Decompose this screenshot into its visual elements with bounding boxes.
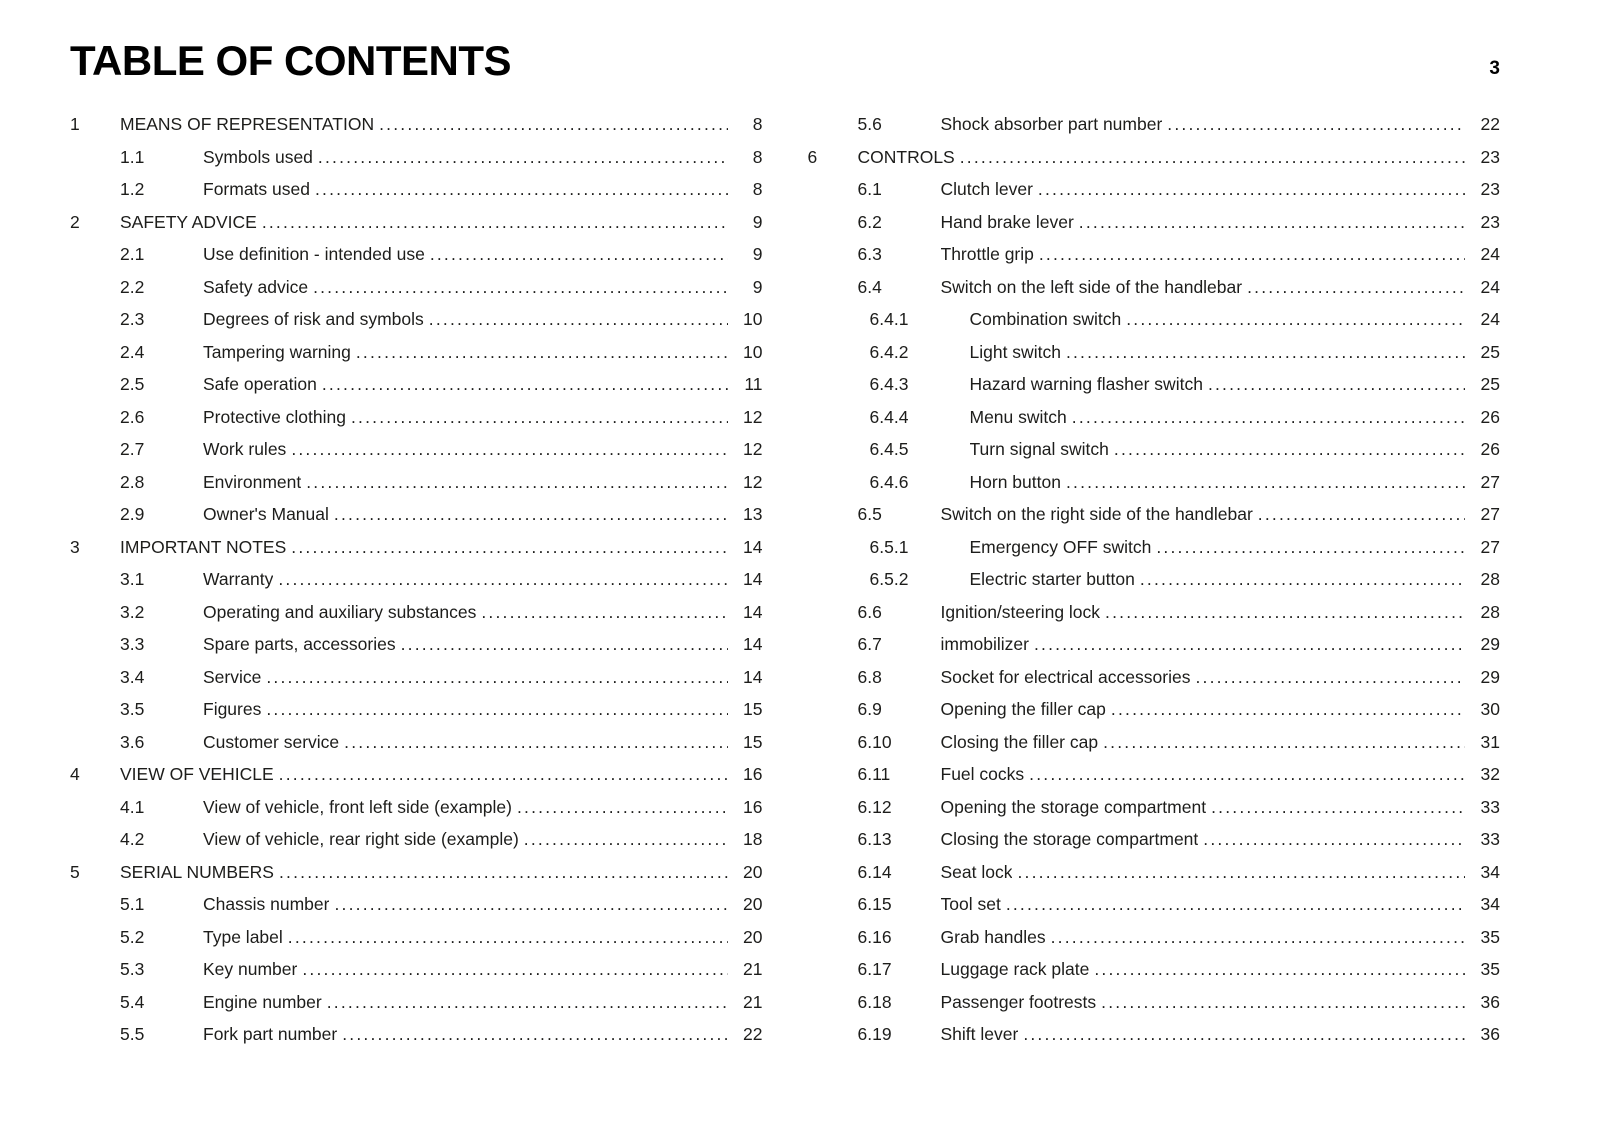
toc-entry-number: 5.1 (120, 894, 145, 915)
toc-entry-label: Throttle grip (940, 244, 1034, 265)
toc-leader-dots (429, 303, 728, 336)
toc-entry-page: 31 (1480, 731, 1500, 752)
toc-entry-label: Protective clothing (203, 406, 346, 427)
toc-entry-label: Safe operation (203, 374, 317, 395)
toc-entry-page: 34 (1480, 894, 1500, 915)
toc-entry-number: 2.2 (120, 276, 145, 297)
toc-entry-page: 8 (752, 114, 763, 135)
toc-entry-page: 10 (743, 309, 763, 330)
toc-entry-number: 6.7 (857, 634, 882, 655)
toc-leader-dots (1029, 758, 1465, 791)
toc-entry (808, 1018, 1501, 1051)
toc-entry-page: 26 (1480, 406, 1500, 427)
toc-entry-page: 9 (752, 211, 763, 232)
toc-entry-label: Turn signal switch (969, 439, 1109, 460)
toc-entry (808, 108, 1501, 141)
toc-column-right (808, 108, 1501, 1051)
toc-entry-page: 15 (743, 731, 763, 752)
toc-entry (70, 141, 763, 174)
toc-entry-label: Switch on the left side of the handlebar (940, 276, 1243, 297)
toc-entry-label: Symbols used (203, 146, 313, 167)
toc-entry-page: 36 (1480, 1024, 1500, 1045)
toc-entry-page: 28 (1480, 569, 1500, 590)
toc-entry-label: Electric starter button (969, 569, 1135, 590)
toc-entry-label: Fuel cocks (940, 764, 1025, 785)
toc-entry (70, 531, 763, 564)
toc-entry-page: 34 (1480, 861, 1500, 882)
toc-entry-label: Tampering warning (203, 341, 351, 362)
toc-entry-page: 25 (1480, 341, 1500, 362)
toc-entry (70, 953, 763, 986)
toc-entry-label: View of vehicle, rear right side (example) (203, 829, 519, 850)
toc-entry (70, 498, 763, 531)
toc-entry-number: 1.1 (120, 146, 145, 167)
toc-entry-number: 2.6 (120, 406, 145, 427)
toc-leader-dots (1038, 173, 1465, 206)
toc-entry-label: Clutch lever (940, 179, 1033, 200)
toc-leader-dots (1258, 498, 1465, 531)
toc-entry-label: Tool set (940, 894, 1001, 915)
toc-leader-dots (302, 953, 727, 986)
toc-leader-dots (1140, 563, 1465, 596)
toc-entry-number: 6.8 (857, 666, 882, 687)
toc-leader-dots (315, 173, 728, 206)
toc-entry-page: 21 (743, 959, 763, 980)
toc-entry (808, 336, 1501, 369)
toc-entry-label: Service (203, 666, 262, 687)
toc-entry-label: Shift lever (940, 1024, 1019, 1045)
toc-columns (70, 108, 1500, 1051)
toc-entry-label: Formats used (203, 179, 310, 200)
toc-entry-label: SERIAL NUMBERS (120, 861, 274, 882)
toc-entry (808, 563, 1501, 596)
toc-entry-page: 21 (743, 991, 763, 1012)
toc-entry-label: Seat lock (940, 861, 1013, 882)
toc-leader-dots (356, 336, 728, 369)
toc-entry (70, 401, 763, 434)
toc-entry-page: 16 (743, 764, 763, 785)
toc-entry-page: 28 (1480, 601, 1500, 622)
toc-entry-page: 22 (743, 1024, 763, 1045)
toc-entry-page: 33 (1480, 796, 1500, 817)
toc-entry (70, 303, 763, 336)
toc-entry-number: 6.4.5 (869, 439, 909, 460)
toc-leader-dots (342, 1018, 727, 1051)
toc-entry-number: 6.18 (857, 991, 892, 1012)
toc-entry-number: 3.3 (120, 634, 145, 655)
toc-entry (808, 953, 1501, 986)
toc-entry-label: Luggage rack plate (940, 959, 1090, 980)
toc-entry-label: Shock absorber part number (940, 114, 1163, 135)
toc-entry-page: 24 (1480, 309, 1500, 330)
toc-entry-number: 6.19 (857, 1024, 892, 1045)
page-title: TABLE OF CONTENTS (70, 37, 512, 84)
toc-entry-label: Closing the filler cap (940, 731, 1099, 752)
toc-entry-page: 8 (752, 179, 763, 200)
toc-entry-page: 24 (1480, 244, 1500, 265)
toc-entry-label: Engine number (203, 991, 322, 1012)
toc-entry-page: 22 (1480, 114, 1500, 135)
toc-entry-page: 16 (743, 796, 763, 817)
toc-entry-number: 3.5 (120, 699, 145, 720)
toc-entry-label: Passenger footrests (940, 991, 1097, 1012)
toc-entry-number: 6.4.4 (869, 406, 909, 427)
toc-entry (70, 693, 763, 726)
toc-entry-page: 14 (743, 634, 763, 655)
toc-entry-number: 6.13 (857, 829, 892, 850)
toc-entry-number: 1.2 (120, 179, 145, 200)
toc-leader-dots (481, 596, 727, 629)
toc-entry (808, 238, 1501, 271)
toc-entry-number: 2.7 (120, 439, 145, 460)
toc-entry-number: 4.1 (120, 796, 145, 817)
toc-leader-dots (1079, 206, 1465, 239)
toc-entry-label: SAFETY ADVICE (120, 211, 257, 232)
toc-entry (70, 758, 763, 791)
toc-entry (70, 238, 763, 271)
toc-leader-dots (279, 758, 728, 791)
toc-entry-label: Closing the storage compartment (940, 829, 1199, 850)
toc-entry-page: 26 (1480, 439, 1500, 460)
toc-entry-page: 20 (743, 926, 763, 947)
toc-leader-dots (1208, 368, 1465, 401)
toc-leader-dots (524, 823, 728, 856)
toc-entry-page: 27 (1480, 536, 1500, 557)
toc-entry-number: 5.6 (857, 114, 882, 135)
toc-leader-dots (401, 628, 728, 661)
toc-entry (808, 498, 1501, 531)
toc-leader-dots (327, 986, 728, 1019)
toc-entry-label: Customer service (203, 731, 340, 752)
toc-entry-page: 35 (1480, 926, 1500, 947)
toc-entry-label: Grab handles (940, 926, 1046, 947)
toc-entry (808, 986, 1501, 1019)
toc-leader-dots (1023, 1018, 1465, 1051)
toc-leader-dots (334, 888, 727, 921)
toc-entry (70, 726, 763, 759)
toc-entry-number: 6.9 (857, 699, 882, 720)
toc-leader-dots (322, 368, 728, 401)
toc-entry-page: 12 (743, 406, 763, 427)
toc-entry (808, 693, 1501, 726)
toc-entry (808, 791, 1501, 824)
toc-entry (70, 1018, 763, 1051)
toc-entry (70, 336, 763, 369)
toc-leader-dots (1066, 466, 1465, 499)
toc-entry-number: 5.4 (120, 991, 145, 1012)
toc-entry-page: 12 (743, 439, 763, 460)
toc-leader-dots (1156, 531, 1465, 564)
toc-entry (808, 303, 1501, 336)
toc-entry (808, 921, 1501, 954)
toc-entry-page: 8 (752, 146, 763, 167)
toc-entry-page: 29 (1480, 666, 1500, 687)
toc-entry-label: Emergency OFF switch (969, 536, 1152, 557)
toc-entry (808, 466, 1501, 499)
toc-entry-number: 2.8 (120, 471, 145, 492)
toc-entry-label: Use definition - intended use (203, 244, 425, 265)
toc-leader-dots (1039, 238, 1465, 271)
toc-leader-dots (1111, 693, 1465, 726)
toc-entry-label: Hand brake lever (940, 211, 1074, 232)
toc-entry-page: 35 (1480, 959, 1500, 980)
toc-entry-label: Key number (203, 959, 298, 980)
toc-leader-dots (1034, 628, 1465, 661)
toc-leader-dots (1247, 271, 1465, 304)
toc-entry-label: Hazard warning flasher switch (969, 374, 1203, 395)
toc-entry-number: 5.2 (120, 926, 145, 947)
toc-entry-label: Warranty (203, 569, 274, 590)
toc-entry (70, 206, 763, 239)
toc-entry-number: 6.15 (857, 894, 892, 915)
toc-entry (70, 628, 763, 661)
toc-entry-page: 18 (743, 829, 763, 850)
toc-entry-number: 6.4.2 (869, 341, 909, 362)
toc-entry-number: 3.2 (120, 601, 145, 622)
toc-leader-dots (1094, 953, 1465, 986)
toc-leader-dots (306, 466, 727, 499)
toc-entry-number: 4.2 (120, 829, 145, 850)
toc-entry-label: Fork part number (203, 1024, 338, 1045)
toc-entry (70, 921, 763, 954)
toc-entry-label: Operating and auxiliary substances (203, 601, 477, 622)
toc-entry-number: 5 (70, 861, 80, 882)
toc-entry-number: 6 (807, 146, 818, 167)
toc-entry-label: Ignition/steering lock (940, 601, 1101, 622)
toc-leader-dots (430, 238, 728, 271)
toc-entry-number: 6.3 (857, 244, 882, 265)
toc-leader-dots (1114, 433, 1465, 466)
toc-entry (70, 661, 763, 694)
toc-entry (808, 726, 1501, 759)
toc-entry-number: 2.5 (120, 374, 145, 395)
toc-entry-page: 23 (1480, 179, 1500, 200)
toc-entry-number: 6.16 (857, 926, 892, 947)
toc-leader-dots (1203, 823, 1465, 856)
toc-entry (808, 173, 1501, 206)
toc-entry (808, 401, 1501, 434)
toc-entry-number: 6.5.1 (869, 536, 909, 557)
toc-entry-number: 3 (70, 536, 80, 557)
toc-entry-page: 10 (743, 341, 763, 362)
toc-leader-dots (279, 856, 728, 889)
toc-leader-dots (379, 108, 727, 141)
toc-entry-number: 6.14 (857, 861, 892, 882)
toc-entry-page: 24 (1480, 276, 1500, 297)
toc-entry (70, 791, 763, 824)
toc-entry (808, 856, 1501, 889)
toc-leader-dots (318, 141, 728, 174)
toc-leader-dots (334, 498, 728, 531)
toc-entry-page: 23 (1480, 146, 1500, 167)
toc-entry-label: Spare parts, accessories (203, 634, 396, 655)
toc-entry-label: Owner's Manual (203, 504, 329, 525)
toc-entry-number: 1 (70, 114, 80, 135)
toc-leader-dots (313, 271, 727, 304)
toc-entry-number: 6.11 (857, 764, 891, 785)
toc-entry-number: 6.4.1 (869, 309, 909, 330)
toc-leader-dots (1103, 726, 1465, 759)
toc-entry-page: 15 (743, 699, 763, 720)
toc-entry-label: immobilizer (940, 634, 1029, 655)
toc-entry-label: Menu switch (969, 406, 1067, 427)
toc-leader-dots (266, 661, 727, 694)
toc-entry-label: Horn button (969, 471, 1061, 492)
toc-entry-number: 2.9 (120, 504, 145, 525)
toc-entry (808, 141, 1501, 174)
toc-entry-label: View of vehicle, front left side (example) (203, 796, 512, 817)
toc-entry (70, 596, 763, 629)
toc-leader-dots (1072, 401, 1465, 434)
toc-entry (70, 856, 763, 889)
toc-leader-dots (266, 693, 727, 726)
toc-entry (808, 368, 1501, 401)
toc-entry-number: 2.4 (120, 341, 145, 362)
toc-leader-dots (1105, 596, 1465, 629)
toc-entry-number: 6.6 (857, 601, 882, 622)
toc-entry (808, 823, 1501, 856)
toc-entry-page: 14 (743, 601, 763, 622)
toc-leader-dots (1066, 336, 1465, 369)
toc-entry (808, 271, 1501, 304)
toc-entry (808, 531, 1501, 564)
toc-entry (70, 563, 763, 596)
toc-entry-number: 6.4.3 (869, 374, 909, 395)
toc-entry-label: Work rules (203, 439, 287, 460)
toc-entry (808, 433, 1501, 466)
toc-entry-page: 9 (752, 244, 763, 265)
toc-entry (808, 596, 1501, 629)
toc-entry-label: Chassis number (203, 894, 330, 915)
toc-entry-page: 20 (743, 861, 763, 882)
toc-leader-dots (351, 401, 728, 434)
toc-entry-number: 3.4 (120, 666, 145, 687)
toc-entry-label: Type label (203, 926, 283, 947)
toc-entry-number: 6.5 (857, 504, 882, 525)
toc-entry-number: 6.5.2 (869, 569, 909, 590)
toc-entry-number: 6.12 (857, 796, 892, 817)
toc-entry-page: 12 (743, 471, 763, 492)
toc-entry (70, 108, 763, 141)
toc-entry-label: Combination switch (969, 309, 1122, 330)
toc-entry-page: 20 (743, 894, 763, 915)
toc-entry (808, 628, 1501, 661)
toc-leader-dots (517, 791, 728, 824)
toc-leader-dots (1051, 921, 1465, 954)
toc-entry-number: 6.4 (857, 276, 882, 297)
toc-leader-dots (1167, 108, 1465, 141)
toc-entry-number: 6.1 (857, 179, 882, 200)
toc-entry-page: 29 (1480, 634, 1500, 655)
toc-entry-page: 32 (1480, 764, 1500, 785)
toc-entry-label: Environment (203, 471, 302, 492)
toc-leader-dots (262, 206, 728, 239)
toc-entry-page: 27 (1480, 471, 1500, 492)
toc-entry-label: CONTROLS (857, 146, 955, 167)
toc-entry (70, 173, 763, 206)
toc-entry-label: VIEW OF VEHICLE (120, 764, 274, 785)
toc-entry-label: Figures (203, 699, 262, 720)
toc-entry-page: 9 (752, 276, 763, 297)
toc-entry-label: Safety advice (203, 276, 309, 297)
toc-entry-page: 14 (743, 536, 763, 557)
toc-leader-dots (1126, 303, 1465, 336)
toc-leader-dots (291, 433, 727, 466)
page-number: 3 (1489, 58, 1500, 79)
toc-entry-label: Socket for electrical accessories (940, 666, 1191, 687)
toc-entry-number: 6.10 (857, 731, 892, 752)
toc-leader-dots (278, 563, 727, 596)
toc-entry-page: 30 (1480, 699, 1500, 720)
toc-entry-number: 2 (70, 211, 80, 232)
toc-leader-dots (1211, 791, 1465, 824)
toc-entry-page: 25 (1480, 374, 1500, 395)
toc-entry-number: 3.1 (120, 569, 145, 590)
toc-entry (70, 986, 763, 1019)
toc-entry (70, 271, 763, 304)
toc-entry (70, 466, 763, 499)
toc-entry-page: 23 (1480, 211, 1500, 232)
toc-leader-dots (344, 726, 727, 759)
toc-entry-number: 6.4.6 (869, 471, 909, 492)
toc-entry (70, 368, 763, 401)
toc-leader-dots (288, 921, 728, 954)
toc-entry-label: Switch on the right side of the handlebar (940, 504, 1253, 525)
toc-entry-number: 6.2 (857, 211, 882, 232)
toc-entry-number: 6.17 (857, 959, 892, 980)
toc-leader-dots (1195, 661, 1465, 694)
toc-leader-dots (1101, 986, 1465, 1019)
toc-entry (808, 888, 1501, 921)
toc-entry-label: Light switch (969, 341, 1061, 362)
toc-entry (70, 433, 763, 466)
toc-entry-label: MEANS OF REPRESENTATION (120, 114, 375, 135)
toc-entry-label: Degrees of risk and symbols (203, 309, 424, 330)
toc-leader-dots (1006, 888, 1465, 921)
toc-entry-number: 5.5 (120, 1024, 145, 1045)
toc-entry-page: 14 (743, 569, 763, 590)
toc-entry (70, 888, 763, 921)
toc-entry-page: 11 (744, 374, 763, 395)
toc-entry-number: 2.3 (120, 309, 145, 330)
toc-entry-page: 14 (743, 666, 763, 687)
toc-leader-dots (1017, 856, 1465, 889)
toc-entry-number: 3.6 (120, 731, 145, 752)
toc-entry-label: Opening the filler cap (940, 699, 1106, 720)
toc-entry (808, 661, 1501, 694)
toc-entry-page: 33 (1480, 829, 1500, 850)
toc-leader-dots (291, 531, 727, 564)
toc-entry-label: Opening the storage compartment (940, 796, 1207, 817)
toc-entry (70, 823, 763, 856)
toc-entry-number: 2.1 (120, 244, 145, 265)
toc-entry-number: 4 (70, 764, 80, 785)
toc-entry-page: 36 (1480, 991, 1500, 1012)
toc-entry-page: 27 (1480, 504, 1500, 525)
toc-column-left (70, 108, 763, 1051)
toc-entry-label: IMPORTANT NOTES (120, 536, 287, 557)
toc-entry (808, 758, 1501, 791)
toc-entry-number: 5.3 (120, 959, 145, 980)
toc-entry (808, 206, 1501, 239)
toc-entry-page: 13 (743, 504, 763, 525)
toc-leader-dots (960, 141, 1465, 174)
